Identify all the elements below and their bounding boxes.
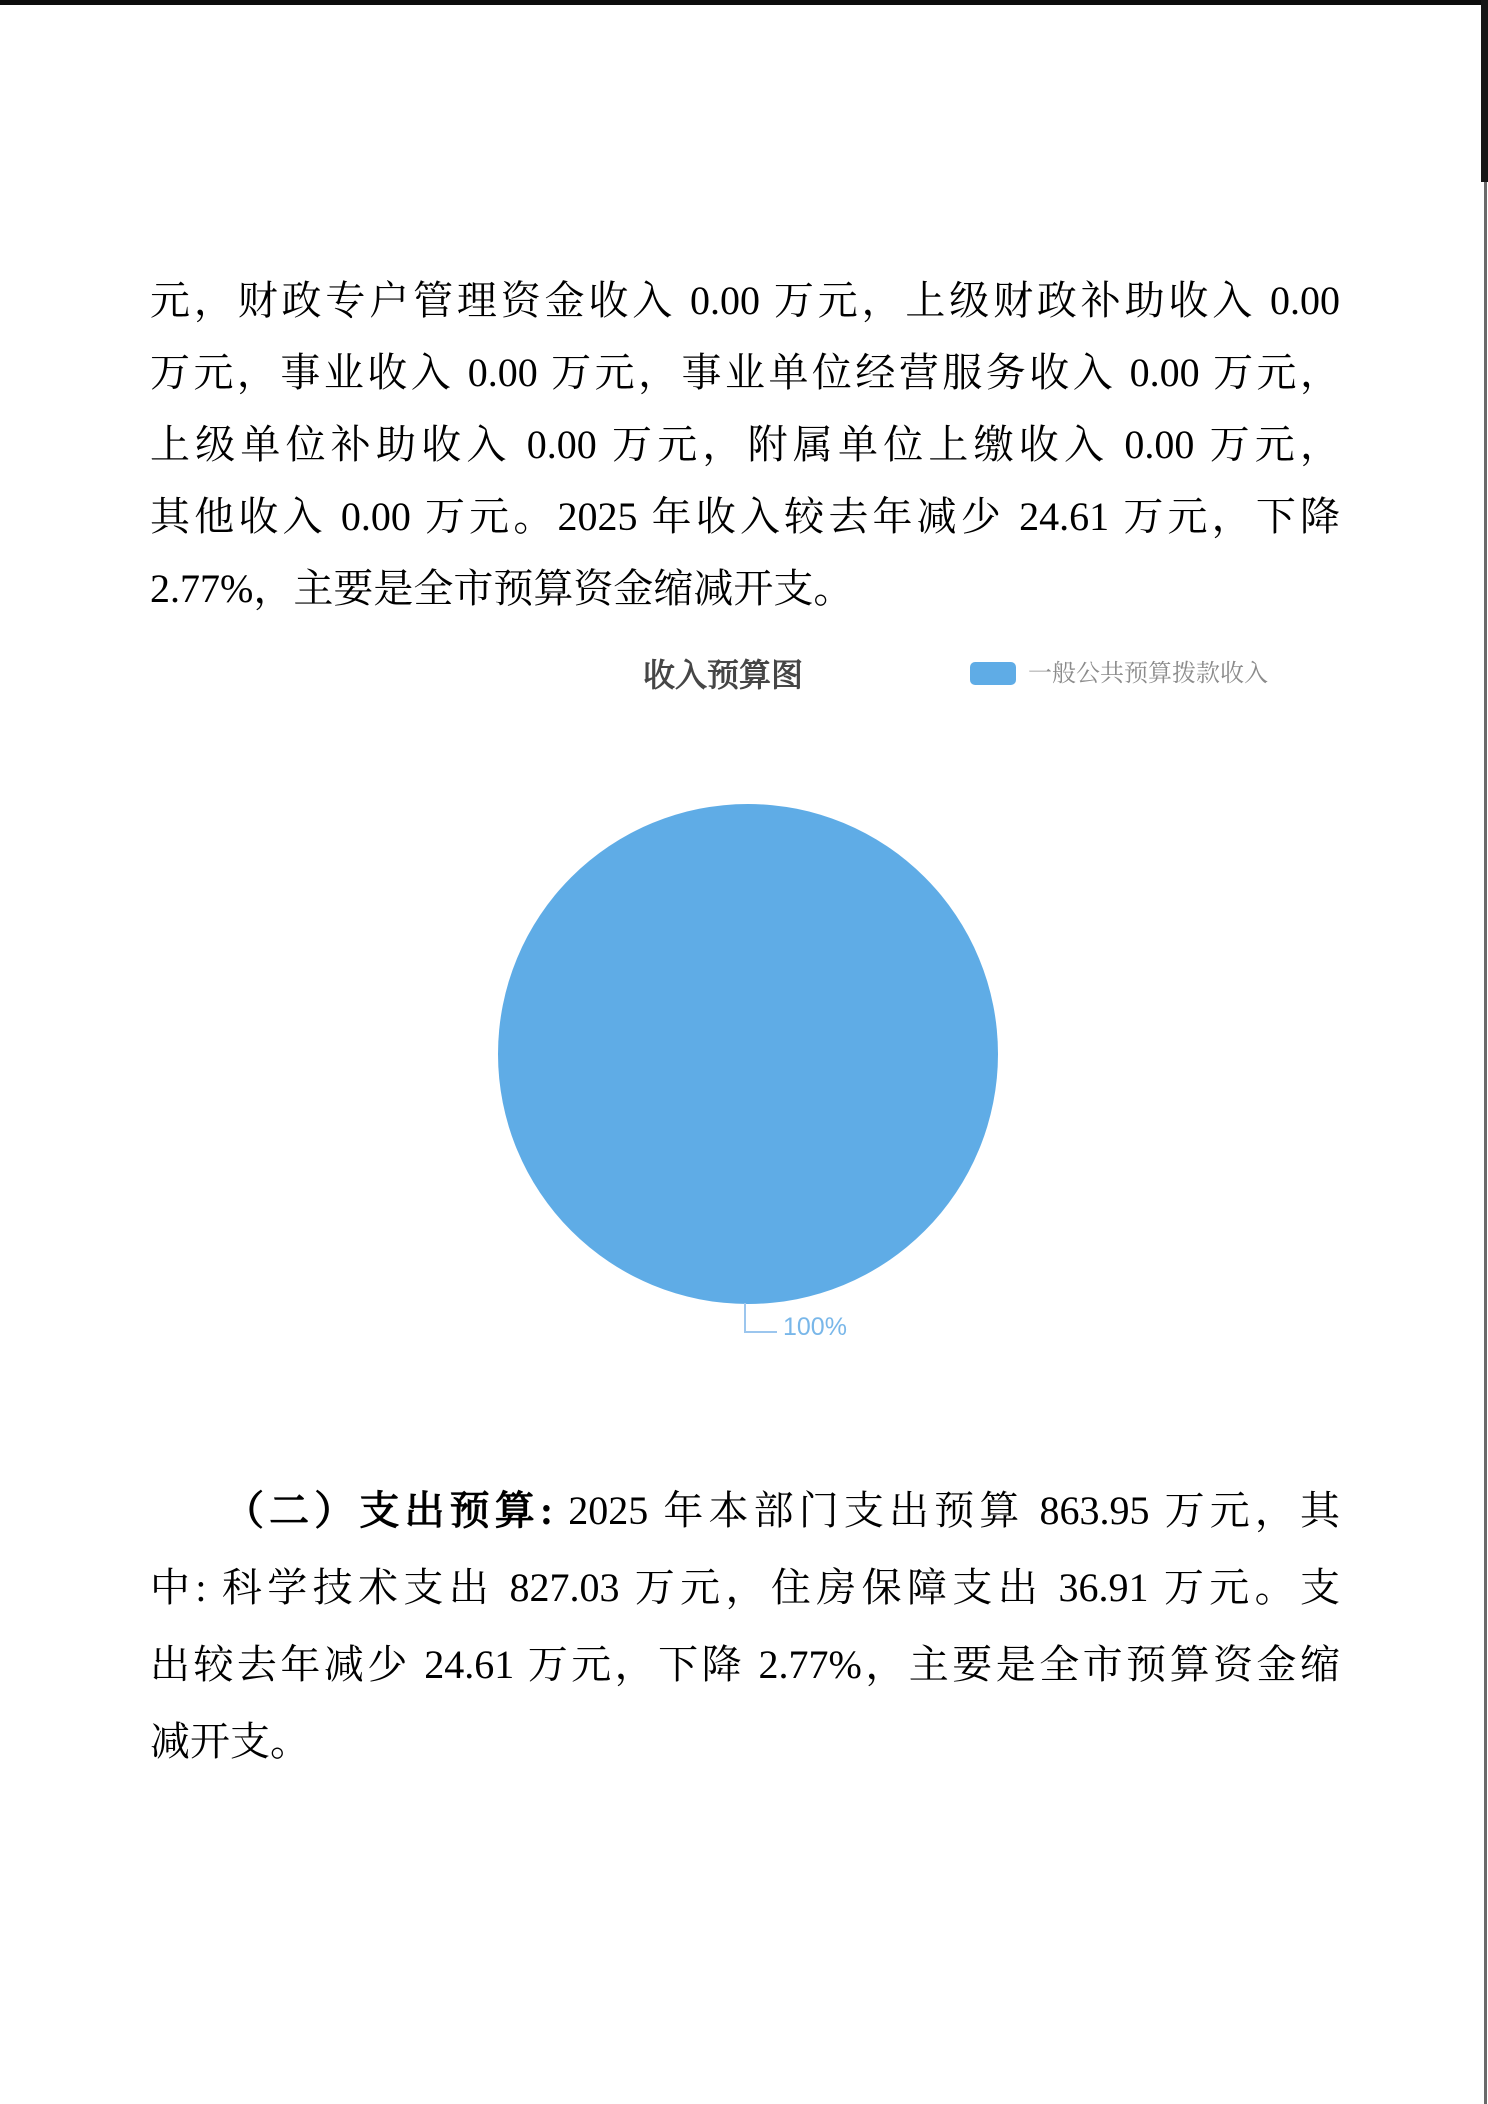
income-paragraph-line: 上级单位补助收入 0.00 万元，附属单位上缴收入 0.00 万元， — [150, 422, 1340, 467]
expense-heading: （二）支出预算: — [224, 1488, 554, 1533]
legend-label: 一般公共预算拨款收入 — [1028, 660, 1268, 687]
expense-paragraph — [150, 1472, 1340, 1780]
pie-chart — [498, 804, 998, 1304]
expense-paragraph-line — [150, 1472, 1340, 1549]
expense-paragraph-text: 2025 年本部门支出预算 863.95 万元，其 — [553, 1488, 1340, 1533]
income-paragraph-line: 2.77%，主要是全市预算资金缩减开支。 — [150, 566, 854, 611]
pie-label-leader-line — [744, 1303, 746, 1333]
income-paragraph — [150, 265, 1340, 625]
expense-paragraph-line: 减开支。 — [150, 1719, 310, 1764]
pie-label-leader-line — [744, 1331, 777, 1333]
page-right-border-top — [1481, 0, 1488, 182]
expense-paragraph-line: 中: 科学技术支出 827.03 万元，住房保障支出 36.91 万元。支 — [150, 1565, 1340, 1610]
income-paragraph-line: 元，财政专户管理资金收入 0.00 万元，上级财政补助收入 0.00 — [150, 278, 1340, 323]
pie-slice-label: 100% — [783, 1313, 847, 1341]
page-right-border — [1484, 0, 1487, 2104]
page-top-border — [0, 0, 1488, 5]
legend-swatch-icon — [970, 662, 1016, 685]
chart-title: 收入预算图 — [642, 657, 804, 693]
income-paragraph-line: 万元，事业收入 0.00 万元，事业单位经营服务收入 0.00 万元， — [150, 350, 1340, 395]
expense-paragraph-line: 出较去年减少 24.61 万元，下降 2.77%，主要是全市预算资金缩 — [150, 1642, 1340, 1687]
income-paragraph-line: 其他收入 0.00 万元。2025 年收入较去年减少 24.61 万元，下降 — [150, 494, 1340, 539]
